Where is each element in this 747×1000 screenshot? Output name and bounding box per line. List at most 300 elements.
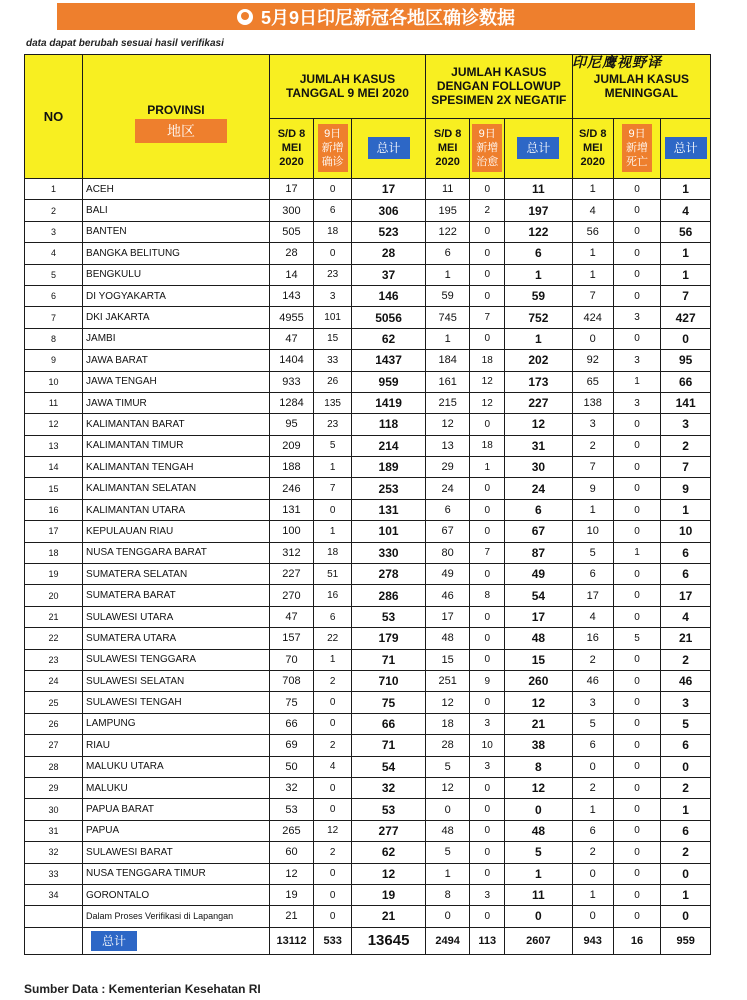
cell-deaths-sd8: 6 (572, 735, 613, 756)
cell-deaths-total: 5 (661, 713, 711, 734)
cell-recovered-total: 49 (505, 564, 573, 585)
cell-cases-sd8: 505 (269, 221, 313, 242)
cell-cases-new: 0 (314, 863, 352, 884)
cell-deaths-sd8: 16 (572, 628, 613, 649)
cell-cases-sd8: 47 (269, 328, 313, 349)
cell-province: NUSA TENGGARA TIMUR (83, 863, 270, 884)
cell-province: JAWA TENGAH (83, 371, 270, 392)
cell-recovered-sd8: 28 (426, 735, 470, 756)
cell-deaths-new: 3 (613, 350, 660, 371)
table-row (25, 692, 711, 713)
cell-recovered-total: 21 (505, 713, 573, 734)
table-row (25, 735, 711, 756)
cell-deaths-new: 0 (613, 221, 660, 242)
cell-cases-total: 146 (352, 285, 426, 306)
cell-recovered-sd8: 161 (426, 371, 470, 392)
cell-deaths-total: 3 (661, 692, 711, 713)
cell-no: 33 (25, 863, 83, 884)
cell-deaths-total: 1 (661, 499, 711, 520)
cell-deaths-new: 3 (613, 392, 660, 413)
cell-recovered-total: 15 (505, 649, 573, 670)
cell-cases-new: 15 (314, 328, 352, 349)
cell-deaths-new: 0 (613, 692, 660, 713)
cell-total-ct: 13645 (352, 927, 426, 954)
cell-recovered-sd8: 1 (426, 264, 470, 285)
cell-cases-sd8: 933 (269, 371, 313, 392)
cell-total-r8: 2494 (426, 927, 470, 954)
cell-recovered-total: 227 (505, 392, 573, 413)
cell-recovered-new: 0 (470, 842, 505, 863)
cell-recovered-sd8: 184 (426, 350, 470, 371)
cell-no: 18 (25, 542, 83, 563)
cell-recovered-new: 0 (470, 414, 505, 435)
cell-cases-sd8: 14 (269, 264, 313, 285)
cell-recovered-total: 1 (505, 328, 573, 349)
cell-recovered-new: 0 (470, 478, 505, 499)
cell-cases-total: 277 (352, 820, 426, 841)
cell-cases-sd8: 1284 (269, 392, 313, 413)
cell-recovered-new: 1 (470, 457, 505, 478)
cell-province: PAPUA (83, 820, 270, 841)
cell-no: 13 (25, 435, 83, 456)
table-row (25, 628, 711, 649)
cell-deaths-total: 6 (661, 542, 711, 563)
cell-province: SULAWESI SELATAN (83, 670, 270, 691)
cell-recovered-total: 17 (505, 606, 573, 627)
page-banner (57, 3, 695, 30)
table-row (25, 777, 711, 798)
cell-no: 28 (25, 756, 83, 777)
cell-cases-total: 306 (352, 200, 426, 221)
cell-no: 23 (25, 649, 83, 670)
cell-province: KALIMANTAN BARAT (83, 414, 270, 435)
cell-recovered-sd8: 48 (426, 820, 470, 841)
cell-total-dt: 959 (661, 927, 711, 954)
cell-deaths-sd8: 17 (572, 585, 613, 606)
table-row (25, 713, 711, 734)
header-cases-new (314, 118, 352, 179)
header-provinsi (83, 55, 270, 179)
cell-cases-sd8: 209 (269, 435, 313, 456)
cell-cases-sd8: 12 (269, 863, 313, 884)
cell-no: 26 (25, 713, 83, 734)
cell-no: 29 (25, 777, 83, 798)
cell-deaths-new: 0 (613, 670, 660, 691)
cell-recovered-sd8: 18 (426, 713, 470, 734)
cell-cases-new: 12 (314, 820, 352, 841)
cell-no: 14 (25, 457, 83, 478)
cell-no: 5 (25, 264, 83, 285)
cell-cases-new: 0 (314, 179, 352, 200)
cell-recovered-total: 67 (505, 521, 573, 542)
cell-cases-sd8: 66 (269, 713, 313, 734)
cell-deaths-new: 0 (613, 285, 660, 306)
cell-recovered-sd8: 5 (426, 756, 470, 777)
cell-cases-total: 959 (352, 371, 426, 392)
table-row (25, 499, 711, 520)
cell-deaths-total: 0 (661, 906, 711, 927)
cell-recovered-total: 38 (505, 735, 573, 756)
cell-recovered-total: 87 (505, 542, 573, 563)
cell-recovered-total: 0 (505, 906, 573, 927)
cell-deaths-new: 0 (613, 414, 660, 435)
cell-deaths-sd8: 1 (572, 884, 613, 905)
cell-deaths-sd8: 65 (572, 371, 613, 392)
table-row (25, 371, 711, 392)
cell-deaths-new: 0 (613, 649, 660, 670)
cell-cases-new: 0 (314, 906, 352, 927)
cell-recovered-sd8: 0 (426, 906, 470, 927)
cell-deaths-new: 0 (613, 521, 660, 542)
cell-deaths-total: 7 (661, 457, 711, 478)
cell-deaths-new: 0 (613, 564, 660, 585)
cell-deaths-new: 0 (613, 735, 660, 756)
header-death-total-chip: 总计 (665, 137, 707, 159)
cell-recovered-new: 0 (470, 328, 505, 349)
cell-no: 1 (25, 179, 83, 200)
cell-deaths-total: 6 (661, 735, 711, 756)
cell-province: SULAWESI BARAT (83, 842, 270, 863)
cell-total-d9: 16 (613, 927, 660, 954)
total-label-chip: 总计 (91, 931, 137, 951)
cell-province: BANGKA BELITUNG (83, 243, 270, 264)
cell-deaths-sd8: 10 (572, 521, 613, 542)
cell-no: 31 (25, 820, 83, 841)
cell-no: 16 (25, 499, 83, 520)
cell-no: 19 (25, 564, 83, 585)
cell-province: RIAU (83, 735, 270, 756)
cell-cases-sd8: 270 (269, 585, 313, 606)
cell-no: 4 (25, 243, 83, 264)
cell-province: JAMBI (83, 328, 270, 349)
cell-deaths-sd8: 7 (572, 285, 613, 306)
cell-deaths-total: 0 (661, 863, 711, 884)
cell-cases-total: 71 (352, 735, 426, 756)
cell-cases-sd8: 60 (269, 842, 313, 863)
cell-no (25, 927, 83, 954)
cell-cases-total: 101 (352, 521, 426, 542)
cell-deaths-total: 0 (661, 756, 711, 777)
cell-province: DKI JAKARTA (83, 307, 270, 328)
cell-recovered-total: 31 (505, 435, 573, 456)
cell-recovered-sd8: 6 (426, 499, 470, 520)
table-row (25, 906, 711, 927)
cell-recovered-new: 3 (470, 713, 505, 734)
cell-recovered-new: 12 (470, 392, 505, 413)
cell-province: JAWA BARAT (83, 350, 270, 371)
header-provinsi-label: PROVINSI (147, 103, 205, 117)
cell-deaths-sd8: 0 (572, 906, 613, 927)
cell-cases-new: 0 (314, 243, 352, 264)
cell-cases-sd8: 188 (269, 457, 313, 478)
cell-recovered-new: 0 (470, 179, 505, 200)
cell-recovered-total: 1 (505, 264, 573, 285)
cell-deaths-total: 95 (661, 350, 711, 371)
cell-province: PAPUA BARAT (83, 799, 270, 820)
cell-province: DI YOGYAKARTA (83, 285, 270, 306)
cell-cases-sd8: 246 (269, 478, 313, 499)
cell-cases-sd8: 312 (269, 542, 313, 563)
cell-recovered-new: 8 (470, 585, 505, 606)
cell-recovered-sd8: 1 (426, 328, 470, 349)
cell-deaths-sd8: 4 (572, 200, 613, 221)
cell-deaths-total: 141 (661, 392, 711, 413)
watermark-text: 印尼鹰视野译 (572, 54, 662, 70)
cell-no: 11 (25, 392, 83, 413)
cell-cases-total: 12 (352, 863, 426, 884)
cell-recovered-new: 0 (470, 564, 505, 585)
header-cases-sd8 (269, 118, 313, 179)
cell-cases-new: 6 (314, 200, 352, 221)
cell-recovered-sd8: 8 (426, 884, 470, 905)
table-row (25, 200, 711, 221)
cell-no: 2 (25, 200, 83, 221)
table-row (25, 799, 711, 820)
cell-cases-sd8: 53 (269, 799, 313, 820)
cell-cases-new: 0 (314, 799, 352, 820)
cell-cases-new: 0 (314, 884, 352, 905)
cell-cases-total: 32 (352, 777, 426, 798)
cell-recovered-total: 30 (505, 457, 573, 478)
table-row (25, 457, 711, 478)
cell-recovered-new: 0 (470, 243, 505, 264)
cell-deaths-new: 0 (613, 713, 660, 734)
cell-deaths-new: 5 (613, 628, 660, 649)
cell-recovered-new: 3 (470, 756, 505, 777)
cell-no: 3 (25, 221, 83, 242)
cell-cases-new: 1 (314, 457, 352, 478)
table-row (25, 884, 711, 905)
cell-cases-sd8: 4955 (269, 307, 313, 328)
cell-deaths-total: 2 (661, 777, 711, 798)
cell-deaths-new: 0 (613, 200, 660, 221)
cell-deaths-new: 0 (613, 820, 660, 841)
table-row (25, 863, 711, 884)
cell-deaths-sd8: 2 (572, 649, 613, 670)
cell-cases-sd8: 300 (269, 200, 313, 221)
cell-deaths-sd8: 2 (572, 435, 613, 456)
cell-no: 20 (25, 585, 83, 606)
header-cases-total (352, 118, 426, 179)
cell-province: KALIMANTAN UTARA (83, 499, 270, 520)
cell-cases-new: 2 (314, 670, 352, 691)
cell-deaths-sd8: 2 (572, 842, 613, 863)
cell-cases-new: 0 (314, 713, 352, 734)
cell-province: MALUKU UTARA (83, 756, 270, 777)
cell-cases-total: 118 (352, 414, 426, 435)
table-row (25, 221, 711, 242)
cell-recovered-total: 12 (505, 777, 573, 798)
cell-no: 15 (25, 478, 83, 499)
table-row (25, 264, 711, 285)
header-group-deaths: JUMLAH KASUS MENINGGAL (572, 55, 710, 119)
cell-cases-new: 1 (314, 649, 352, 670)
cell-no: 25 (25, 692, 83, 713)
cell-cases-new: 5 (314, 435, 352, 456)
cell-recovered-total: 6 (505, 499, 573, 520)
cell-cases-total: 1437 (352, 350, 426, 371)
cell-deaths-total: 0 (661, 328, 711, 349)
eagle-logo-icon (237, 9, 253, 25)
cell-recovered-total: 12 (505, 692, 573, 713)
cell-deaths-new: 0 (613, 264, 660, 285)
table-row (25, 649, 711, 670)
table-row (25, 542, 711, 563)
cell-recovered-sd8: 215 (426, 392, 470, 413)
cell-recovered-sd8: 48 (426, 628, 470, 649)
cell-no: 10 (25, 371, 83, 392)
cell-cases-total: 21 (352, 906, 426, 927)
table-row (25, 328, 711, 349)
table-row (25, 564, 711, 585)
cell-deaths-new: 0 (613, 243, 660, 264)
cell-recovered-sd8: 15 (426, 649, 470, 670)
cell-province: MALUKU (83, 777, 270, 798)
cell-recovered-sd8: 745 (426, 307, 470, 328)
cell-no: 12 (25, 414, 83, 435)
cell-cases-new: 18 (314, 221, 352, 242)
header-death-sd8-label: S/D 8 MEI 2020 (578, 128, 607, 169)
cell-deaths-total: 3 (661, 414, 711, 435)
cell-total-rt: 2607 (505, 927, 573, 954)
table-row (25, 585, 711, 606)
cell-no: 32 (25, 842, 83, 863)
cell-recovered-new: 0 (470, 264, 505, 285)
cell-cases-new: 51 (314, 564, 352, 585)
cell-recovered-sd8: 29 (426, 457, 470, 478)
cell-cases-sd8: 28 (269, 243, 313, 264)
cell-deaths-total: 4 (661, 606, 711, 627)
cell-deaths-new: 0 (613, 863, 660, 884)
cell-deaths-new: 0 (613, 606, 660, 627)
cell-cases-total: 53 (352, 799, 426, 820)
cell-no: 34 (25, 884, 83, 905)
cell-recovered-total: 5 (505, 842, 573, 863)
header-no: NO (25, 55, 83, 179)
cell-cases-new: 22 (314, 628, 352, 649)
cell-total-c9: 533 (314, 927, 352, 954)
cell-recovered-sd8: 0 (426, 799, 470, 820)
table-row (25, 414, 711, 435)
cell-cases-sd8: 69 (269, 735, 313, 756)
cell-recovered-sd8: 1 (426, 863, 470, 884)
cell-recovered-total: 24 (505, 478, 573, 499)
cell-deaths-sd8: 5 (572, 542, 613, 563)
table-row (25, 820, 711, 841)
cell-cases-sd8: 47 (269, 606, 313, 627)
cell-deaths-sd8: 1 (572, 179, 613, 200)
cell-deaths-sd8: 2 (572, 777, 613, 798)
cell-cases-total: 253 (352, 478, 426, 499)
cell-cases-new: 6 (314, 606, 352, 627)
cell-province: SULAWESI TENGAH (83, 692, 270, 713)
cell-recovered-total: 0 (505, 799, 573, 820)
cell-recovered-total: 11 (505, 179, 573, 200)
cell-deaths-new: 0 (613, 799, 660, 820)
cell-deaths-new: 0 (613, 179, 660, 200)
cell-no: 7 (25, 307, 83, 328)
cell-recovered-total: 197 (505, 200, 573, 221)
cell-no: 22 (25, 628, 83, 649)
cell-recovered-sd8: 195 (426, 200, 470, 221)
cell-recovered-sd8: 11 (426, 179, 470, 200)
cell-cases-sd8: 100 (269, 521, 313, 542)
source-note: Sumber Data : Kementerian Kesehatan RI (24, 982, 261, 996)
cell-deaths-total: 2 (661, 842, 711, 863)
cell-cases-sd8: 19 (269, 884, 313, 905)
cell-cases-sd8: 1404 (269, 350, 313, 371)
cell-cases-new: 26 (314, 371, 352, 392)
cell-province: NUSA TENGGARA BARAT (83, 542, 270, 563)
cell-recovered-sd8: 24 (426, 478, 470, 499)
table-row (25, 243, 711, 264)
cell-recovered-total: 48 (505, 628, 573, 649)
table-row (25, 435, 711, 456)
cell-recovered-total: 6 (505, 243, 573, 264)
cell-recovered-total: 260 (505, 670, 573, 691)
cell-recovered-sd8: 251 (426, 670, 470, 691)
cell-recovered-new: 2 (470, 200, 505, 221)
cell-cases-new: 7 (314, 478, 352, 499)
cell-cases-new: 3 (314, 285, 352, 306)
cell-deaths-sd8: 56 (572, 221, 613, 242)
cell-deaths-sd8: 9 (572, 478, 613, 499)
cell-recovered-new: 7 (470, 307, 505, 328)
cell-cases-sd8: 21 (269, 906, 313, 927)
cell-recovered-sd8: 80 (426, 542, 470, 563)
cell-deaths-total: 4 (661, 200, 711, 221)
verification-note: data dapat berubah sesuai hasil verifikasi (26, 38, 224, 49)
cell-deaths-total: 46 (661, 670, 711, 691)
cell-province: SUMATERA UTARA (83, 628, 270, 649)
cell-deaths-sd8: 0 (572, 756, 613, 777)
cell-deaths-total: 6 (661, 820, 711, 841)
cell-cases-new: 0 (314, 777, 352, 798)
cell-cases-new: 0 (314, 499, 352, 520)
cell-cases-total: 71 (352, 649, 426, 670)
cell-deaths-total: 10 (661, 521, 711, 542)
cell-no: 6 (25, 285, 83, 306)
cell-cases-total: 75 (352, 692, 426, 713)
cell-cases-sd8: 32 (269, 777, 313, 798)
totals-row (25, 927, 711, 954)
cell-cases-total: 53 (352, 606, 426, 627)
header-group-cases: JUMLAH KASUS TANGGAL 9 MEI 2020 (269, 55, 425, 119)
cell-recovered-sd8: 59 (426, 285, 470, 306)
cell-deaths-sd8: 1 (572, 799, 613, 820)
cell-cases-sd8: 17 (269, 179, 313, 200)
header-rec-sd8 (426, 118, 470, 179)
cell-recovered-total: 122 (505, 221, 573, 242)
cell-province: KEPULAUAN RIAU (83, 521, 270, 542)
cell-deaths-sd8: 7 (572, 457, 613, 478)
cell-cases-new: 1 (314, 521, 352, 542)
cell-deaths-total: 2 (661, 649, 711, 670)
cell-deaths-sd8: 1 (572, 264, 613, 285)
cell-recovered-new: 0 (470, 863, 505, 884)
cell-cases-total: 19 (352, 884, 426, 905)
cell-recovered-new: 0 (470, 820, 505, 841)
cell-recovered-total: 54 (505, 585, 573, 606)
cell-deaths-total: 427 (661, 307, 711, 328)
header-cases-new-chip: 9日 新增 确诊 (318, 124, 348, 172)
cell-deaths-new: 0 (613, 585, 660, 606)
cell-province: SUMATERA BARAT (83, 585, 270, 606)
cell-cases-total: 523 (352, 221, 426, 242)
cell-recovered-new: 12 (470, 371, 505, 392)
cell-deaths-total: 6 (661, 564, 711, 585)
cell-recovered-sd8: 122 (426, 221, 470, 242)
